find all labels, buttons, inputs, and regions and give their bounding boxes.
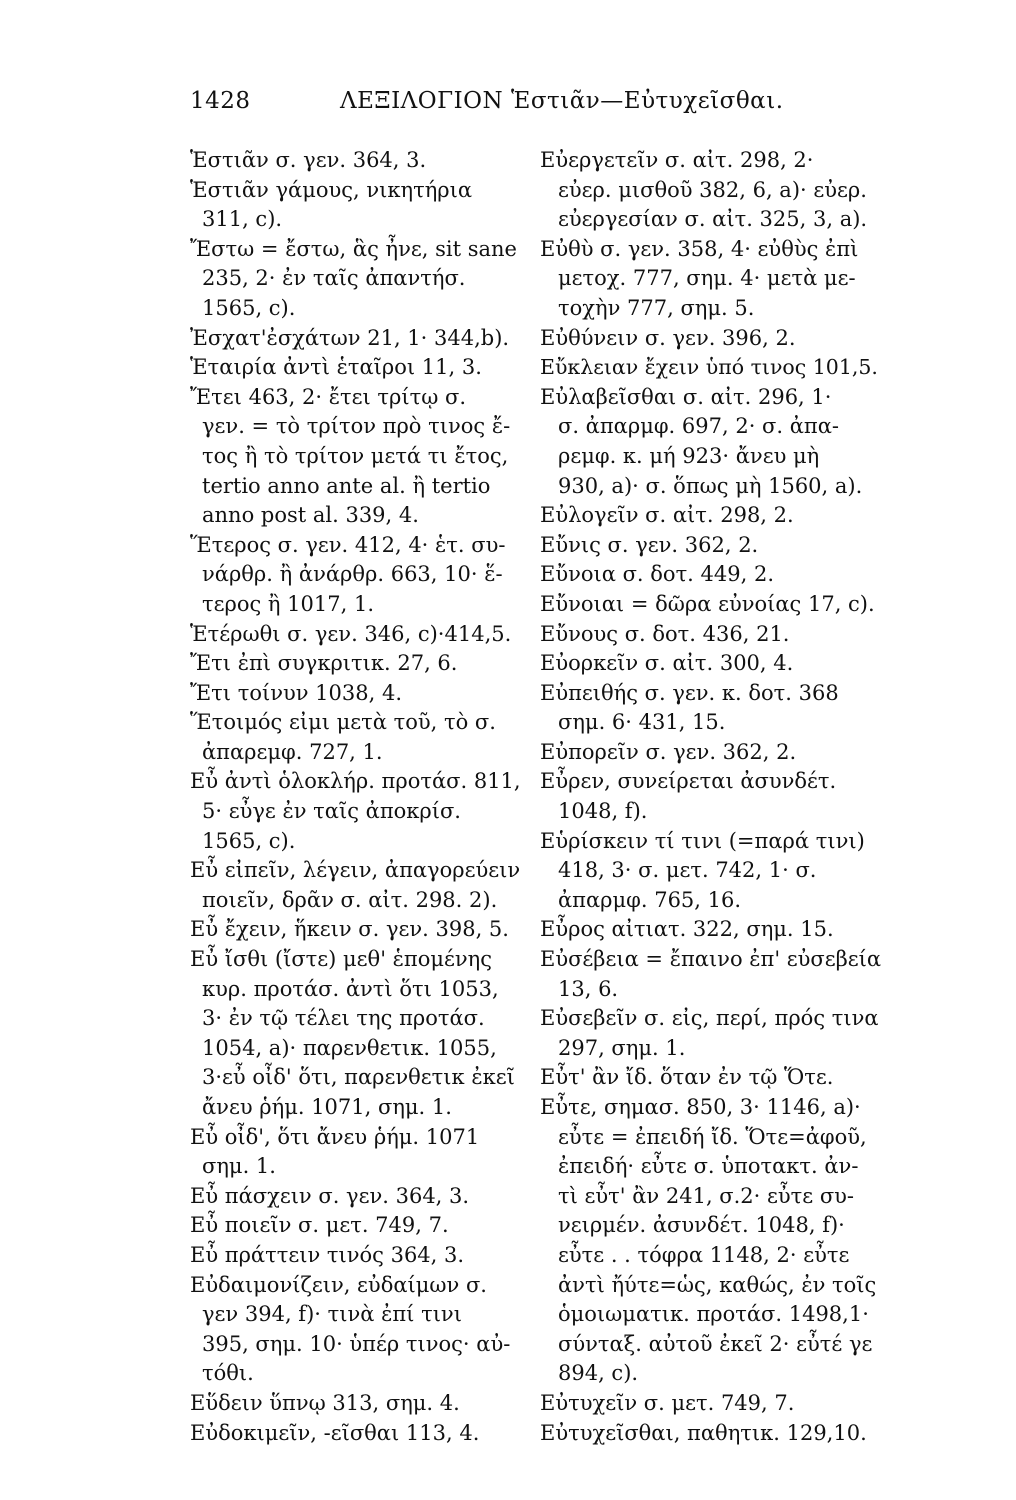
entry-headword-line: Εὐτυχεῖν σ. μετ. 749, 7. — [540, 1390, 795, 1415]
entry-continuation-line: 1054, a)· παρενθετικ. 1055, — [202, 1035, 497, 1060]
entry-headword-line: Εὖτ' ἂν ἴδ. ὅταν ἐν τῷ Ὅτε. — [540, 1065, 834, 1090]
entry-continuation-line: 1565, c). — [202, 295, 296, 320]
entry-continuation-line: τος ἢ τὸ τρίτον μετά τι ἔτος, — [202, 443, 509, 468]
entry-headword-line: Ἔτι τοίνυν 1038, 4. — [190, 680, 402, 705]
entry-headword-line: Εὖ ἀντὶ ὁλοκλήρ. προτάσ. 811, — [190, 769, 521, 794]
entry-continuation-line: γεν 394, f)· τινὰ ἐπί τινι — [202, 1302, 462, 1327]
entry-headword-line: Εὐθὺ σ. γεν. 358, 4· εὐθὺς ἐπὶ — [540, 236, 859, 261]
entry-headword-line: Ἑστιᾶν σ. γεν. 364, 3. — [190, 148, 427, 172]
entry-continuation-line: 3·εὖ οἶδ' ὅτι, παρενθετικ ἐκεῖ — [202, 1065, 515, 1090]
running-title: ΛΕΞΙΛΟΓΙΟΝ Ἑστιᾶν—Εὐτυχεῖσθαι. — [340, 88, 784, 114]
entry-headword-line: Εὐδαιμονίζειν, εὐδαίμων σ. — [190, 1272, 487, 1297]
entry-continuation-line: ρεμφ. κ. μή 923· ἄνευ μὴ — [558, 443, 820, 468]
entry-continuation-line: 1565, c). — [202, 828, 296, 853]
entry-headword-line: Ἑταιρία ἀντὶ ἑταῖροι 11, 3. — [190, 355, 482, 380]
entry-headword-line: Ἕτοιμός εἰμι μετὰ τοῦ, τὸ σ. — [190, 710, 496, 735]
entry-headword-line: Εὖ οἶδ', ὅτι ἄνευ ῥήμ. 1071 — [190, 1124, 480, 1149]
entry-headword-line: Εὔνοια σ. δοτ. 449, 2. — [540, 562, 775, 587]
entry-headword-line: Εὖ ποιεῖν σ. μετ. 749, 7. — [190, 1213, 449, 1238]
entry-continuation-line: tertio anno ante al. ἢ tertio — [202, 473, 491, 498]
entry-continuation-line: ἀντὶ ἤύτε=ὡς, καθώς, ἐν τοῖς — [558, 1272, 877, 1297]
entry-continuation-line: εὐερ. μισθοῦ 382, 6, a)· εὐερ. — [558, 177, 867, 202]
entry-headword-line: Ἔστω = ἔστω, ἃς ἦνε, sit sane — [190, 236, 517, 261]
entry-continuation-line: 5· εὖγε ἐν ταῖς ἀποκρίσ. — [202, 799, 461, 824]
entry-headword-line: Ἑστιᾶν γάμους, νικητήρια — [190, 177, 473, 202]
entry-continuation-line: 894, c). — [558, 1361, 639, 1386]
entry-headword-line: Εὔνις σ. γεν. 362, 2. — [540, 532, 759, 557]
entry-headword-line: Εὐπειθής σ. γεν. κ. δοτ. 368 — [540, 680, 839, 705]
entry-headword-line: Εὐορκεῖν σ. αἰτ. 300, 4. — [540, 651, 794, 676]
entry-continuation-line: τὶ εὖτ' ἂν 241, σ.2· εὖτε συ- — [558, 1183, 855, 1208]
entry-headword-line: Εὐσέβεια = ἔπαινο ἐπ' εὐσεβεία — [540, 947, 882, 972]
entry-headword-line: Ἕτερος σ. γεν. 412, 4· ἑτ. συ- — [190, 532, 506, 557]
entry-headword-line: Ἔτει 463, 2· ἔτει τρίτῳ σ. — [190, 384, 467, 409]
entry-headword-line: Εὖ πάσχειν σ. γεν. 364, 3. — [190, 1183, 470, 1208]
page-number: 1428 — [190, 88, 251, 114]
entry-continuation-line: 235, 2· ἐν ταῖς ἀπαντήσ. — [202, 266, 466, 291]
entry-continuation-line: σ. ἀπαρμφ. 697, 2· σ. ἀπα- — [558, 414, 839, 439]
entry-headword-line: Εὐπορεῖν σ. γεν. 362, 2. — [540, 739, 797, 764]
entry-continuation-line: σημ. 6· 431, 15. — [558, 710, 726, 735]
entry-continuation-line: 3· ἐν τῷ τέλει της προτάσ. — [202, 1006, 485, 1031]
entry-continuation-line: εὖτε = ἐπειδή ἴδ. Ὅτε=ἀφοῦ, — [558, 1124, 867, 1149]
entry-continuation-line: anno post al. 339, 4. — [202, 503, 419, 528]
page-header — [190, 88, 890, 124]
entry-continuation-line: κυρ. προτάσ. ἀντὶ ὅτι 1053, — [202, 976, 499, 1001]
entry-continuation-line: 930, a)· σ. ὅπως μὴ 1560, a). — [558, 473, 863, 498]
entry-continuation-line: ποιεῖν, δρᾶν σ. αἰτ. 298. 2). — [202, 887, 498, 912]
entry-continuation-line: νάρθρ. ἢ ἀνάρθρ. 663, 10· ἕ- — [202, 562, 503, 587]
entry-headword-line: Εὐσεβεῖν σ. εἰς, περί, πρός τινα — [540, 1006, 879, 1031]
entry-continuation-line: ἄνευ ῥήμ. 1071, σημ. 1. — [202, 1095, 452, 1119]
left-column — [190, 146, 560, 1448]
entry-continuation-line: ὁμοιωματικ. προτάσ. 1498,1· — [558, 1302, 869, 1327]
entry-headword-line: Εὐλαβεῖσθαι σ. αἰτ. 296, 1· — [540, 384, 832, 409]
entry-headword-line: Ἑτέρωθι σ. γεν. 346, c)·414,5. — [190, 621, 512, 646]
entry-continuation-line: εὖτε . . τόφρα 1148, 2· εὖτε — [558, 1242, 850, 1267]
right-column — [540, 146, 885, 1448]
entry-continuation-line: ἐπειδή· εὖτε σ. ὑποτακτ. ἀν- — [558, 1154, 859, 1179]
entry-continuation-line: μετοχ. 777, σημ. 4· μετὰ με- — [558, 266, 856, 291]
entry-continuation-line: 297, σημ. 1. — [558, 1035, 686, 1060]
entry-headword-line: Ἔτι ἐπὶ συγκριτικ. 27, 6. — [190, 651, 458, 676]
entry-continuation-line: 311, c). — [202, 207, 283, 232]
entry-continuation-line: 1048, f). — [558, 799, 648, 824]
entry-headword-line: Εὐθύνειν σ. γεν. 396, 2. — [540, 325, 796, 350]
entry-headword-line: Εὑρίσκειν τί τινι (=παρά τινι) — [540, 828, 865, 853]
entry-continuation-line: σημ. 1. — [202, 1154, 276, 1179]
entry-headword-line: Εὖ ἔχειν, ἥκειν σ. γεν. 398, 5. — [190, 917, 509, 942]
entry-headword-line: Ἐσχατ'ἐσχάτων 21, 1· 344,b). — [190, 325, 510, 350]
entry-headword-line: Εὖ πράττειν τινός 364, 3. — [190, 1242, 465, 1267]
entry-headword-line: Εὖρεν, συνείρεται ἀσυνδέτ. — [540, 769, 837, 794]
entry-continuation-line: εὐεργεσίαν σ. αἰτ. 325, 3, a). — [558, 207, 868, 232]
entry-headword-line: Εὐτυχεῖσθαι, παθητικ. 129,10. — [540, 1420, 867, 1445]
entry-headword-line: Εὐλογεῖν σ. αἰτ. 298, 2. — [540, 503, 794, 528]
entry-continuation-line: τοχὴν 777, σημ. 5. — [558, 295, 755, 320]
entry-continuation-line: 395, σημ. 10· ὑπέρ τινος· αὐ- — [202, 1331, 511, 1356]
entry-continuation-line: 13, 6. — [558, 976, 619, 1001]
entry-continuation-line: γεν. = τὸ τρίτον πρὸ τινος ἔ- — [202, 414, 511, 439]
entry-continuation-line: σύνταξ. αὐτοῦ ἐκεῖ 2· εὖτέ γε — [558, 1331, 873, 1356]
entry-headword-line: Εὖ ἴσθι (ἴστε) μεθ' ἑπομένης — [190, 947, 492, 972]
entry-headword-line: Εὔκλειαν ἔχειν ὑπό τινος 101,5. — [540, 355, 878, 380]
entry-headword-line: Εὔνους σ. δοτ. 436, 21. — [540, 621, 790, 646]
entry-continuation-line: νειρμέν. ἀσυνδέτ. 1048, f)· — [558, 1213, 845, 1238]
entry-continuation-line: τόθι. — [202, 1361, 254, 1386]
entry-headword-line: Εὐδοκιμεῖν, -εῖσθαι 113, 4. — [190, 1420, 480, 1445]
entry-continuation-line: ἀπαρμφ. 765, 16. — [558, 887, 742, 912]
entry-headword-line: Εὐεργετεῖν σ. αἰτ. 298, 2· — [540, 148, 814, 172]
entry-headword-line: Εὕδειν ὕπνῳ 313, σημ. 4. — [190, 1390, 460, 1415]
entry-headword-line: Εὖρος αἰτιατ. 322, σημ. 15. — [540, 917, 834, 942]
entry-continuation-line: ἀπαρεμφ. 727, 1. — [202, 739, 383, 764]
entry-continuation-line: τερος ἢ 1017, 1. — [202, 591, 375, 616]
entry-headword-line: Εὔνοιαι = δῶρα εὐνοίας 17, c). — [540, 591, 875, 616]
entry-headword-line: Εὖ εἰπεῖν, λέγειν, ἀπαγορεύειν — [190, 858, 521, 883]
entry-headword-line: Εὖτε, σημασ. 850, 3· 1146, a)· — [540, 1095, 861, 1119]
entry-continuation-line: 418, 3· σ. μετ. 742, 1· σ. — [558, 858, 817, 883]
